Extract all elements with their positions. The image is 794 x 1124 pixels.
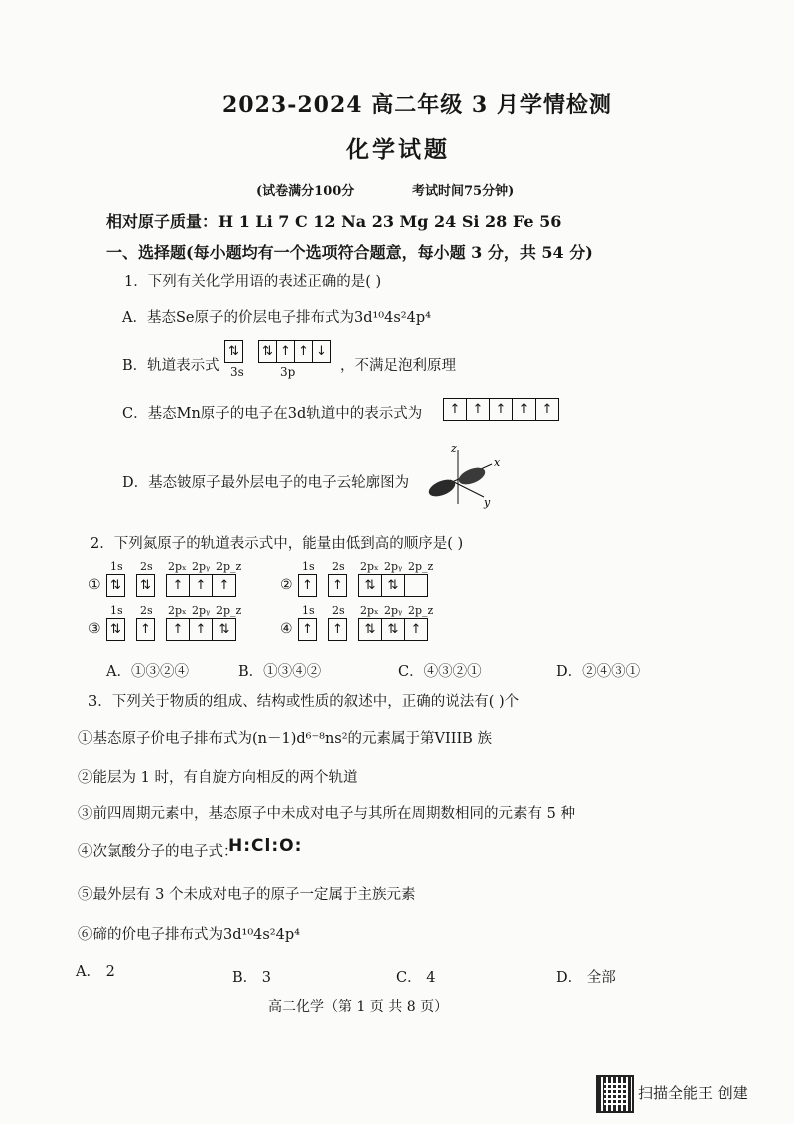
y-axis-label: y bbox=[484, 496, 491, 509]
orbital-box: ↑ bbox=[295, 341, 313, 362]
exam-subtitle: 化学试题 bbox=[346, 136, 450, 163]
label-2py: 2pᵧ bbox=[384, 604, 403, 617]
orbital-box: ⇅ bbox=[382, 619, 405, 640]
label-1s: 1s bbox=[302, 560, 315, 573]
orbital-box: ↑ bbox=[167, 619, 190, 640]
q3-item-1: ①基态原子价电子排布式为(n－1)d⁶⁻⁸ns²的元素属于第VIIIB 族 bbox=[78, 731, 492, 747]
q2-option-c: C．④③②① bbox=[398, 664, 482, 680]
label-2py: 2pᵧ bbox=[192, 560, 211, 573]
orbital-box: ↑ bbox=[277, 341, 295, 362]
orbital-box: ↑ bbox=[332, 578, 343, 593]
time-info: 考试时间75分钟) bbox=[412, 184, 515, 199]
orbital-box: ↑ bbox=[190, 575, 213, 596]
config-mark: ① bbox=[88, 577, 101, 593]
orbital-box: ↑ bbox=[302, 622, 313, 637]
atomic-masses: 相对原子质量：H 1 Li 7 C 12 Na 23 Mg 24 Si 28 Fe 56 bbox=[106, 212, 562, 231]
exam-title: 2023-2024 高二年级 3 月学情检测 bbox=[222, 92, 612, 118]
q3-stem: 3．下列关于物质的组成、结构或性质的叙述中，正确的说法有( )个 bbox=[88, 694, 520, 710]
config-mark: ② bbox=[280, 577, 293, 593]
q1-option-b-text: ，不满足泡利原理 bbox=[340, 358, 456, 374]
q3-option-c: C． 4 bbox=[396, 970, 436, 986]
orbital-box: ↓ bbox=[316, 344, 327, 359]
q1-b-3s-boxes bbox=[224, 340, 243, 363]
label-2pz: 2p_z bbox=[408, 560, 434, 573]
q3-item-6: ⑥碲的价电子排布式为3d¹⁰4s²4p⁴ bbox=[78, 927, 300, 943]
q2-config-3 bbox=[88, 604, 248, 644]
q3-option-a: A． 2 bbox=[76, 964, 115, 980]
q2-option-d: D．②④③① bbox=[556, 664, 641, 680]
orbital-box: ⇅ bbox=[359, 619, 382, 640]
orbital-box: ⇅ bbox=[382, 575, 405, 596]
label-2pz: 2p_z bbox=[216, 560, 242, 573]
orbital-box: ↑ bbox=[541, 402, 553, 417]
orbital-box: ↑ bbox=[167, 575, 190, 596]
hclo-electron-formula: H:Cl:O: bbox=[228, 836, 303, 856]
orbital-box: ↑ bbox=[410, 622, 422, 637]
q1-option-d: D．基态铍原子最外层电子的电子云轮廓图为 bbox=[122, 475, 410, 491]
label-2pz: 2p_z bbox=[408, 604, 434, 617]
q1-option-a: A．基态Se原子的价层电子排布式为3d¹⁰4s²4p⁴ bbox=[122, 310, 431, 326]
q3-item-4: ④次氯酸分子的电子式： bbox=[78, 844, 238, 860]
q3-item-2: ②能层为 1 时，有自旋方向相反的两个轨道 bbox=[78, 770, 358, 786]
q1-option-b-label: B．轨道表示式 bbox=[122, 358, 220, 374]
label-2py: 2pᵧ bbox=[384, 560, 403, 573]
q3-option-d: D． 全部 bbox=[556, 970, 616, 986]
section-heading: 一、选择题(每小题均有一个选项符合题意，每小题 3 分，共 54 分) bbox=[106, 243, 593, 262]
orbital-box: ⇅ bbox=[110, 622, 121, 637]
q3-option-b: B． 3 bbox=[232, 970, 271, 986]
q1-stem: 1．下列有关化学用语的表述正确的是( ) bbox=[124, 274, 382, 290]
orbital-box: ⇅ bbox=[259, 341, 277, 362]
orbital-box: ⇅ bbox=[218, 622, 230, 637]
q3-item-5: ⑤最外层有 3 个未成对电子的原子一定属于主族元素 bbox=[78, 887, 416, 903]
qr-code-icon bbox=[596, 1075, 634, 1113]
label-2px: 2pₓ bbox=[360, 604, 379, 617]
config-mark: ③ bbox=[88, 621, 101, 637]
q1-b-3s-label: 3s bbox=[230, 365, 244, 379]
label-2pz: 2p_z bbox=[216, 604, 242, 617]
q1-option-c: C．基态Mn原子的电子在3d轨道中的表示式为 bbox=[122, 406, 423, 422]
orbital-box: ⇅ bbox=[110, 578, 121, 593]
q1-b-3p-boxes bbox=[258, 340, 331, 363]
score-info: (试卷满分100分 bbox=[256, 184, 355, 199]
orbital-box: ↑ bbox=[140, 622, 151, 637]
orbital-box: ⇅ bbox=[140, 578, 151, 593]
q1-c-boxes bbox=[443, 398, 559, 421]
label-2px: 2pₓ bbox=[168, 560, 187, 573]
orbital-box: ⇅ bbox=[228, 344, 239, 359]
scanner-watermark: 扫描全能王 创建 bbox=[638, 1084, 748, 1102]
label-2py: 2pᵧ bbox=[192, 604, 211, 617]
q1-b-3p-label: 3p bbox=[280, 365, 296, 379]
q2-stem: 2．下列氮原子的轨道表示式中，能量由低到高的顺序是( ) bbox=[90, 536, 464, 552]
z-axis-label: z bbox=[451, 442, 457, 455]
q2-config-2 bbox=[280, 560, 440, 600]
orbital-box: ↑ bbox=[218, 578, 230, 593]
q2-config-1 bbox=[88, 560, 248, 600]
label-2px: 2pₓ bbox=[168, 604, 187, 617]
q2-config-4 bbox=[280, 604, 440, 644]
orbital-box: ↑ bbox=[302, 578, 313, 593]
orbital-box: ↑ bbox=[190, 619, 213, 640]
label-1s: 1s bbox=[110, 560, 123, 573]
orbital-lobe-left bbox=[426, 476, 457, 499]
q2-option-b: B．①③④② bbox=[238, 664, 322, 680]
label-2s: 2s bbox=[140, 560, 153, 573]
p-orbital-diagram bbox=[420, 442, 510, 512]
orbital-box: ⇅ bbox=[359, 575, 382, 596]
orbital-box: ↑ bbox=[513, 399, 536, 420]
orbital-box bbox=[405, 575, 427, 596]
label-2s: 2s bbox=[140, 604, 153, 617]
label-1s: 1s bbox=[110, 604, 123, 617]
orbital-box: ↑ bbox=[444, 399, 467, 420]
config-mark: ④ bbox=[280, 621, 293, 637]
label-2s: 2s bbox=[332, 604, 345, 617]
label-2s: 2s bbox=[332, 560, 345, 573]
page-footer: 高二化学（第 1 页 共 8 页） bbox=[268, 999, 449, 1015]
q3-item-3: ③前四周期元素中，基态原子中未成对电子与其所在周期数相同的元素有 5 种 bbox=[78, 806, 575, 822]
label-2px: 2pₓ bbox=[360, 560, 379, 573]
label-1s: 1s bbox=[302, 604, 315, 617]
q2-option-a: A．①③②④ bbox=[106, 664, 189, 680]
orbital-box: ↑ bbox=[467, 399, 490, 420]
orbital-box: ↑ bbox=[490, 399, 513, 420]
x-axis-label: x bbox=[494, 456, 501, 469]
orbital-box: ↑ bbox=[332, 622, 343, 637]
